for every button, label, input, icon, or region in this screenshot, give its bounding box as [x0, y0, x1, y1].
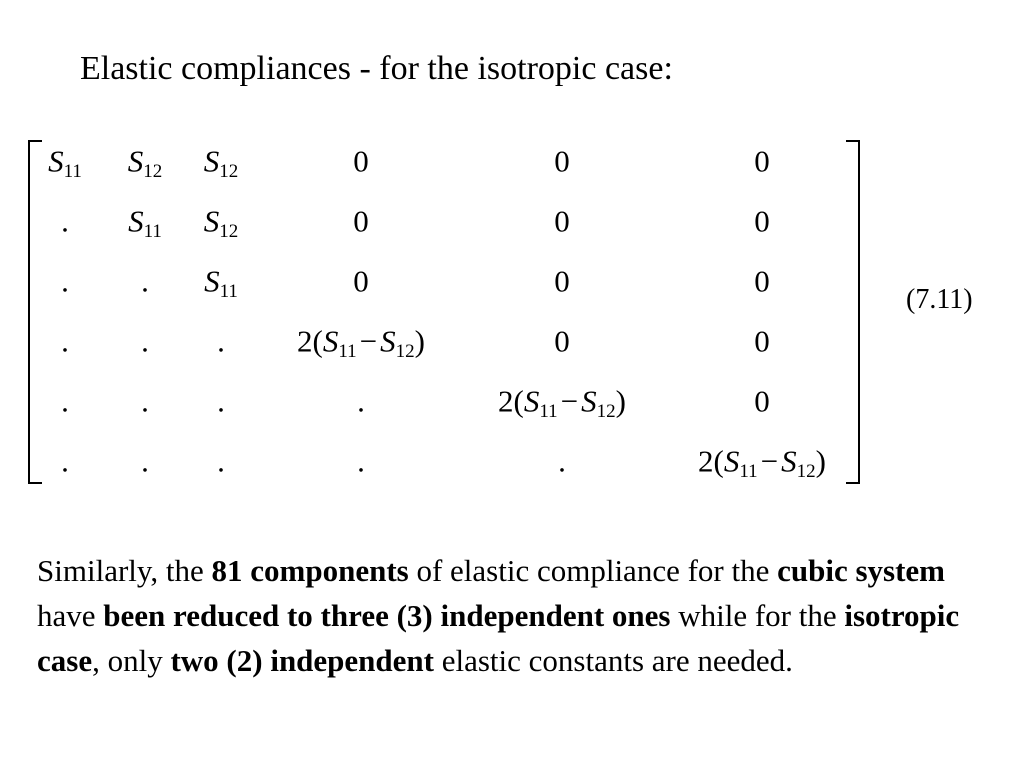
- emphasis-text: cubic system: [777, 553, 946, 588]
- term-prefix: 2(: [297, 323, 323, 359]
- matrix-cell: [128, 203, 162, 242]
- minus-operator: −: [359, 323, 378, 359]
- subscript: 11: [63, 160, 82, 182]
- symbol-s: S: [380, 323, 396, 359]
- body-text: have: [37, 598, 104, 633]
- matrix-right-bracket: [846, 140, 860, 484]
- matrix-cell: 0: [353, 203, 369, 239]
- term-prefix: 2(: [698, 443, 724, 479]
- subscript: 11: [739, 460, 758, 482]
- subscript: 12: [143, 160, 163, 182]
- term-prefix: 2(: [498, 383, 524, 419]
- matrix-cell: 0: [554, 263, 570, 299]
- matrix-left-bracket: [28, 140, 42, 484]
- matrix-cell: [204, 263, 238, 302]
- emphasis-text: isotropic case: [37, 598, 960, 678]
- matrix-cell: 0: [754, 383, 770, 419]
- subscript: 12: [395, 340, 415, 362]
- matrix-cell: 0: [554, 203, 570, 239]
- subscript: 12: [596, 400, 616, 422]
- term-suffix: ): [615, 383, 626, 419]
- symbol-s: S: [781, 443, 797, 479]
- body-text: , only: [92, 643, 171, 678]
- symbol-s: S: [204, 263, 220, 299]
- emphasis-text: been reduced to three (3) independent ones: [103, 598, 671, 633]
- matrix-cell: .: [217, 323, 225, 359]
- matrix-cell: 0: [554, 323, 570, 359]
- symbol-s: S: [523, 383, 540, 419]
- symbol-s: S: [128, 203, 144, 239]
- matrix-cell: [127, 143, 163, 182]
- matrix-cell: 0: [554, 143, 570, 179]
- subscript: 12: [796, 460, 816, 482]
- symbol-s: S: [581, 383, 597, 419]
- subscript: 12: [219, 220, 239, 242]
- body-text: elastic constants are needed.: [433, 643, 793, 678]
- slide-title: Elastic compliances - for the isotropic case:: [80, 50, 673, 87]
- subscript: 11: [219, 280, 238, 302]
- matrix-cell: .: [61, 203, 69, 239]
- subscript: 11: [539, 400, 558, 422]
- matrix-cell: .: [141, 443, 149, 479]
- matrix-cell: .: [217, 443, 225, 479]
- compliance-matrix: [28, 140, 860, 482]
- matrix-cell: [297, 323, 425, 362]
- matrix-cell: .: [141, 263, 149, 299]
- body-paragraph: [37, 548, 967, 683]
- matrix-cell: 0: [353, 143, 369, 179]
- matrix-cell: .: [357, 443, 365, 479]
- symbol-s: S: [203, 203, 220, 239]
- body-text: Similarly, the: [37, 553, 212, 588]
- matrix-cell: .: [61, 443, 69, 479]
- matrix-cell: .: [61, 383, 69, 419]
- emphasis-text: two (2) independent: [170, 643, 434, 678]
- matrix-cell: [203, 143, 239, 182]
- body-text: of elastic compliance for the: [408, 553, 778, 588]
- matrix-cell: 0: [754, 143, 770, 179]
- term-suffix: ): [414, 323, 425, 359]
- matrix-cell: .: [217, 383, 225, 419]
- matrix-cell: [698, 443, 826, 482]
- subscript: 11: [338, 340, 357, 362]
- matrix-cell: .: [558, 443, 566, 479]
- subscript: 12: [219, 160, 239, 182]
- matrix-cell: .: [141, 323, 149, 359]
- matrix-cell: .: [61, 323, 69, 359]
- equation-number: (7.11): [906, 284, 973, 315]
- matrix-cell: [203, 203, 239, 242]
- symbol-s: S: [127, 143, 144, 179]
- symbol-s: S: [203, 143, 220, 179]
- body-text: while for the: [670, 598, 845, 633]
- symbol-s: S: [322, 323, 339, 359]
- matrix-cell: 0: [754, 263, 770, 299]
- matrix-cell: .: [141, 383, 149, 419]
- matrix-cell: 0: [754, 323, 770, 359]
- matrix-cell: 0: [754, 203, 770, 239]
- term-suffix: ): [815, 443, 826, 479]
- matrix-cell: .: [357, 383, 365, 419]
- matrix-cell: [48, 143, 82, 182]
- matrix-cell: .: [61, 263, 69, 299]
- symbol-s: S: [723, 443, 740, 479]
- minus-operator: −: [760, 443, 779, 479]
- symbol-s: S: [48, 143, 64, 179]
- matrix-cell: 0: [353, 263, 369, 299]
- minus-operator: −: [560, 383, 579, 419]
- emphasis-text: 81 components: [211, 553, 409, 588]
- subscript: 11: [143, 220, 162, 242]
- matrix-cell: [498, 383, 626, 422]
